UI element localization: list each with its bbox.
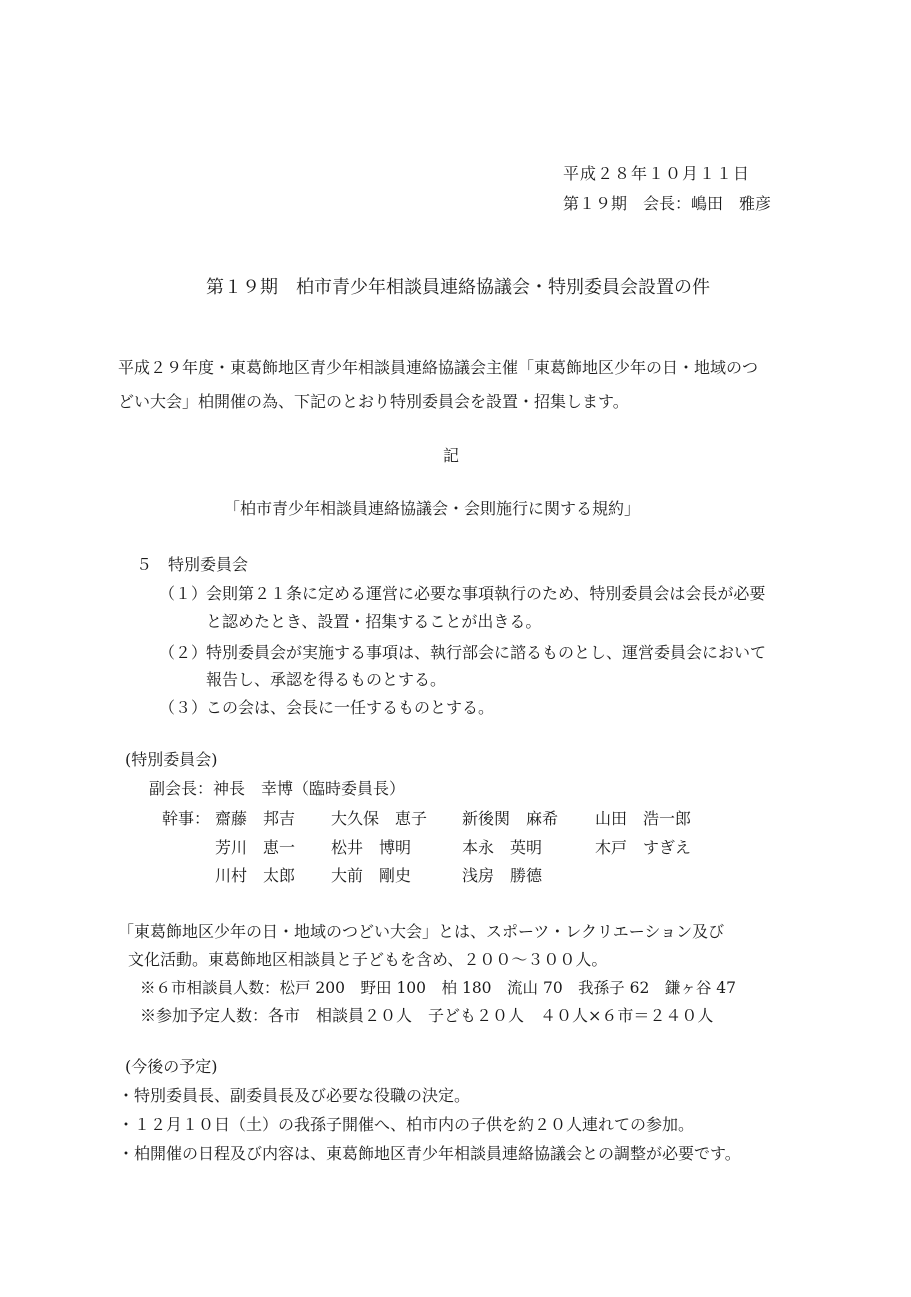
member-name: 松井 博明 (331, 838, 412, 857)
schedule-item: ・１２月１０日（土）の我孫子開催へ、柏市内の子供を約２０人連れての参加。 (118, 1115, 695, 1134)
article-line: 会則第２１条に定める運営に必要な事項執行のため、特別委員会は会長が必要 (206, 584, 766, 603)
member-name: 本永 英明 (462, 838, 543, 857)
schedule-item: ・柏開催の日程及び内容は、東葛飾地区青少年相談員連絡協議会との調整が必要です。 (118, 1144, 741, 1163)
article-number: （１） (159, 584, 208, 603)
article-number: （３） (159, 698, 208, 717)
committee-heading: (特別委員会) (125, 750, 218, 769)
secretaries-label: 幹事： (162, 809, 211, 828)
chairperson-line: 第１９期 会長：嶋田 雅彦 (563, 194, 772, 213)
member-name: 山田 浩一郎 (595, 809, 692, 828)
article-line: と認めたとき、設置・招集することが出きる。 (206, 612, 542, 631)
member-name: 木戸 すぎえ (595, 838, 692, 857)
intro-line-1: 平成２９年度・東葛飾地区青少年相談員連絡協議会主催「東葛飾地区少年の日・地域のつ (118, 358, 759, 377)
member-name: 新後関 麻希 (462, 809, 559, 828)
article-line: この会は、会長に一任するものとする。 (206, 698, 495, 717)
article-line: 報告し、承認を得るものとする。 (206, 670, 447, 689)
document-date: 平成２８年１０月１１日 (563, 164, 751, 183)
rule-title: 「柏市青少年相談員連絡協議会・会則施行に関する規約」 (224, 499, 641, 518)
vice-chair-line: 副会長：神長 幸博（臨時委員長） (149, 779, 406, 798)
ki-heading: 記 (443, 446, 460, 465)
event-line: 文化活動。東葛飾地区相談員と子どもを含め、２００～３００人。 (128, 950, 608, 969)
member-name: 大前 剛史 (331, 866, 412, 885)
article-number: （２） (159, 643, 208, 662)
member-name: 川村 太郎 (215, 866, 296, 885)
section-heading: ５ 特別委員会 (136, 555, 249, 574)
event-line: 「東葛飾地区少年の日・地域のつどい大会」とは、スポーツ・レクリエーション及び (118, 922, 725, 941)
article-line: 特別委員会が実施する事項は、執行部会に諮るものとし、運営委員会において (206, 643, 767, 662)
member-name: 芳川 恵一 (215, 838, 296, 857)
event-line: ※参加予定人数：各市 相談員２０人 子ども２０人 ４０人×６市＝２４０人 (140, 1006, 714, 1025)
member-name: 大久保 恵子 (331, 809, 428, 828)
document-title: 第１９期 柏市青少年相談員連絡協議会・特別委員会設置の件 (206, 277, 710, 298)
schedule-item: ・特別委員長、副委員長及び必要な役職の決定。 (118, 1086, 471, 1105)
member-name: 齋藤 邦吉 (215, 809, 296, 828)
member-name: 浅房 勝德 (462, 866, 543, 885)
intro-line-2: どい大会」柏開催の為、下記のとおり特別委員会を設置・招集します。 (118, 392, 629, 411)
schedule-heading: (今後の予定) (125, 1057, 218, 1076)
event-line: ※６市相談員人数：松戸 200 野田 100 柏 180 流山 70 我孫子 62 鎌ヶ谷 47 (140, 979, 736, 997)
